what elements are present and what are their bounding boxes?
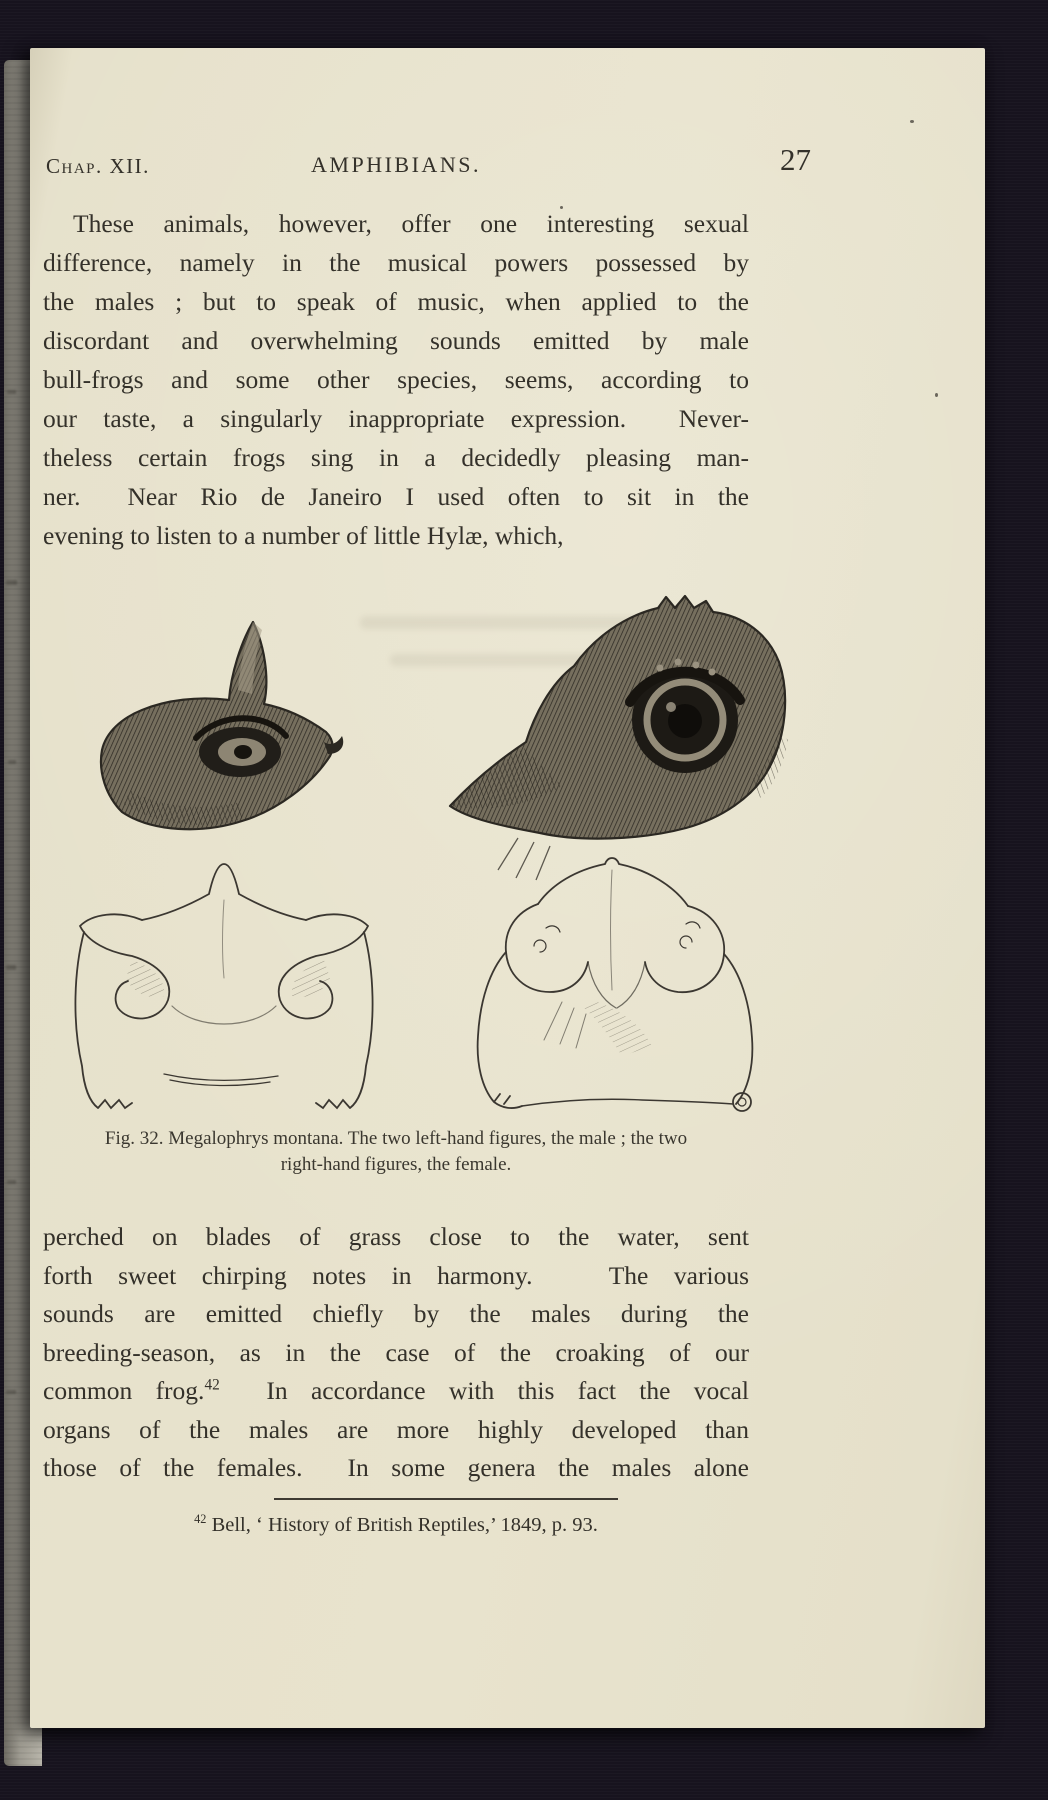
book-page: [30, 48, 985, 1728]
fore-edge-mark: [6, 965, 16, 970]
male-front-view-illustration: [75, 864, 372, 1108]
text-line: the males ; but to speak of music, when applied to the: [43, 287, 749, 316]
text-line: organs of the males are more highly developed than: [43, 1414, 749, 1444]
page-number: 27: [780, 142, 811, 177]
text-segment: common frog.: [43, 1376, 205, 1405]
paragraph-2: [43, 1218, 749, 1488]
text-line: breeding-season, as in the case of the croaking of our: [43, 1337, 749, 1367]
text-line: These animals, however, offer one interesting sexual: [73, 209, 749, 238]
text-line: our taste, a singularly inappropriate expression. Never-: [43, 404, 749, 433]
text-line: evening to listen to a number of little Hylæ, which,: [43, 521, 564, 550]
footnote-reference: 42: [204, 1376, 220, 1394]
running-title: AMPHIBIANS.: [311, 152, 481, 177]
page-speck: [910, 120, 914, 123]
text-segment: In accordance with this fact the vocal: [219, 1376, 750, 1405]
text-line: ner. Near Rio de Janeiro I used often to sit in the: [43, 482, 749, 511]
chapter-heading: Chap. XII.: [46, 154, 150, 178]
text-line: sounds are emitted chiefly by the males during the: [43, 1299, 749, 1328]
female-front-view-illustration: [478, 858, 753, 1111]
fore-edge-mark: [7, 1180, 16, 1184]
footnote-marker: 42: [194, 1512, 207, 1527]
fore-edge-mark: [6, 1390, 16, 1394]
caption-line: right-hand figures, the female.: [280, 1154, 512, 1175]
page-speck: [935, 393, 938, 397]
figure-32-engraving: [70, 568, 790, 1123]
text-line: difference, namely in the musical powers possessed by: [43, 248, 749, 277]
footnote-rule: [274, 1498, 618, 1500]
footnote: [43, 1514, 749, 1537]
female-head-side-view-illustration: [450, 596, 788, 880]
figure-caption: [43, 1126, 749, 1178]
fore-edge-mark: [6, 580, 17, 585]
caption-line: Fig. 32. Megalophrys montana. The two left-hand figures, the male ; the two: [104, 1128, 688, 1149]
footnote-text: Bell, ‘ History of British Reptiles,’ 1849, p. 93.: [206, 1514, 598, 1536]
fore-edge-mark: [7, 390, 16, 394]
paragraph-1: [43, 204, 749, 555]
text-line: perched on blades of grass close to the water, sent: [43, 1222, 749, 1251]
fore-edge-mark: [8, 760, 16, 764]
text-line: those of the females. In some genera the males alone: [43, 1453, 749, 1482]
text-line: discordant and overwhelming sounds emitted by male: [43, 326, 749, 355]
text-line: [43, 1372, 749, 1411]
text-line: theless certain frogs sing in a decidedly pleasing man-: [43, 443, 749, 472]
text-line: forth sweet chirping notes in harmony. The various: [43, 1260, 749, 1290]
male-head-side-view-illustration: [101, 622, 343, 829]
text-line: bull-frogs and some other species, seems, according to: [43, 365, 749, 394]
page-speck: [560, 206, 563, 209]
